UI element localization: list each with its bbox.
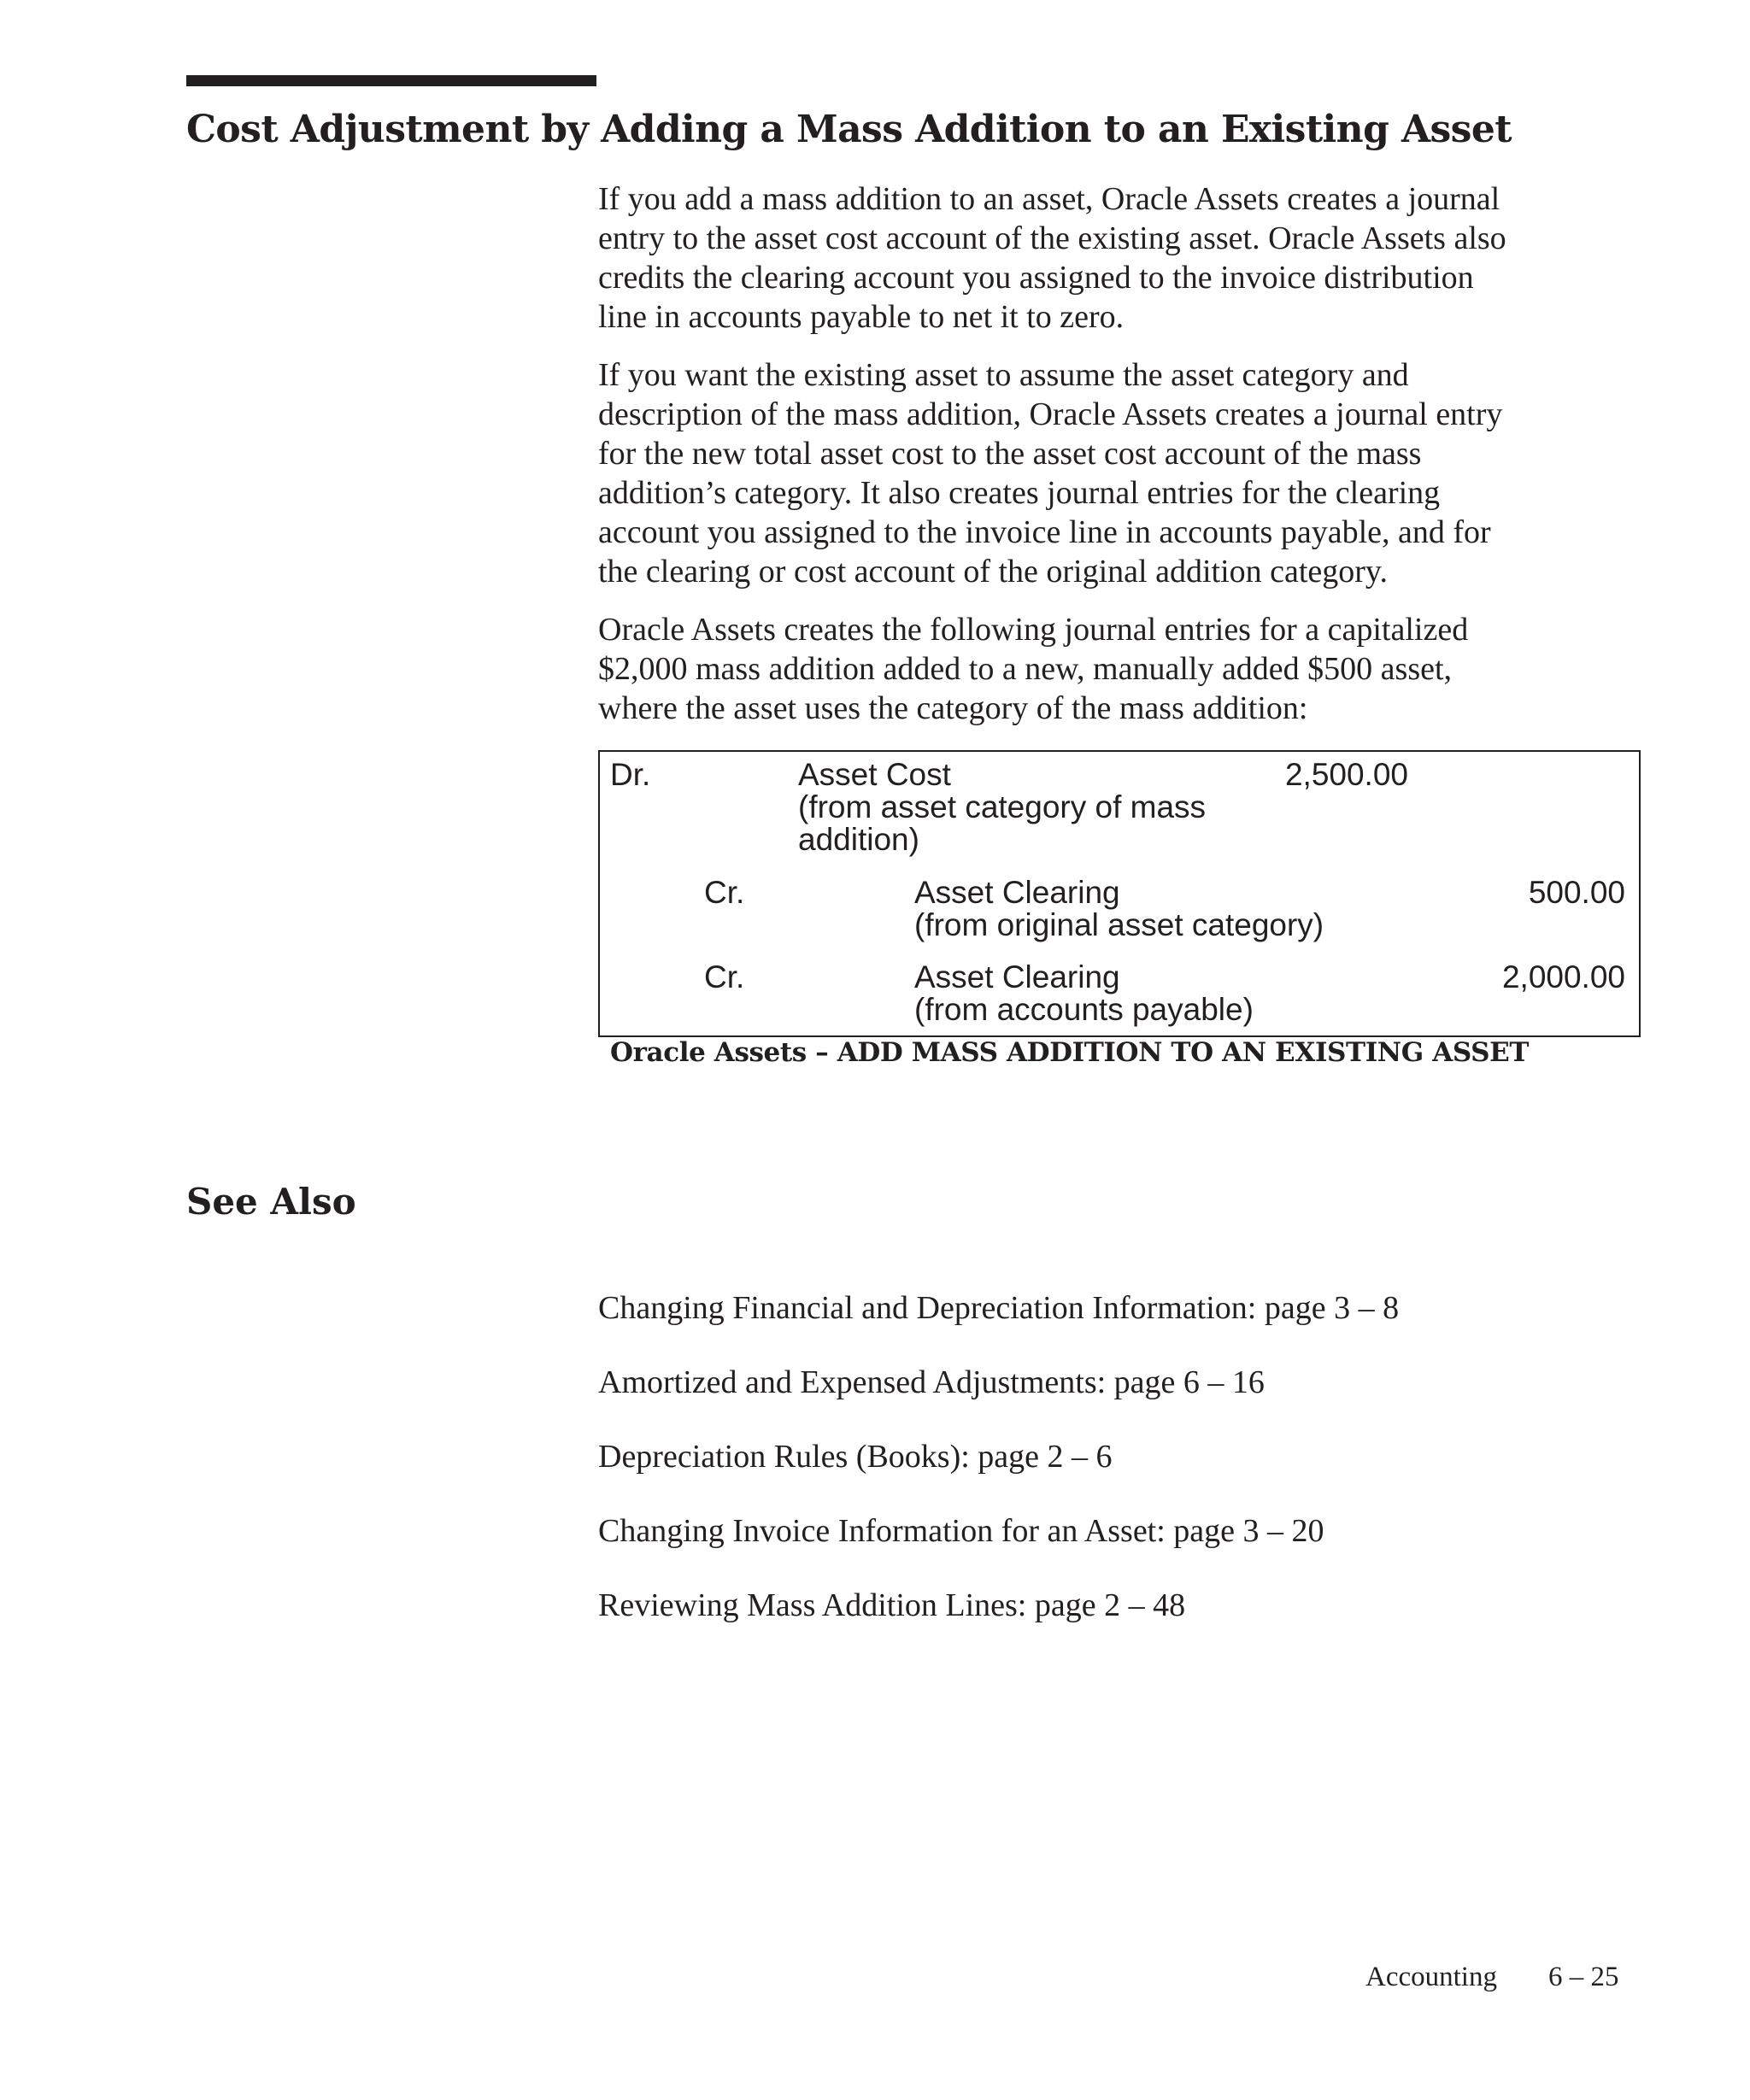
entry-type: Cr.	[704, 959, 745, 994]
see-also-list	[598, 1288, 1399, 1660]
see-also-item: Amortized and Expensed Adjustments: page 6 – 16	[598, 1364, 1265, 1400]
see-also-heading: See Also	[186, 1181, 356, 1223]
entry-credit: 500.00	[1528, 875, 1625, 910]
entry-account: Asset Clearing (from original asset category)	[914, 875, 1324, 942]
journal-entry-table	[598, 750, 1641, 1037]
entry-account: Asset Clearing (from accounts payable)	[914, 959, 1254, 1027]
body-text	[598, 179, 1649, 747]
entry-account: Asset Cost (from asset category of mass addition)	[798, 757, 1207, 857]
entry-credit: 2,000.00	[1501, 959, 1625, 994]
footer-section-title: Accounting	[1365, 1962, 1497, 1992]
see-also-item: Depreciation Rules (Books): page 2 – 6	[598, 1439, 1113, 1475]
table-caption: Oracle Assets – ADD MASS ADDITION TO AN EXISTING ASSET	[610, 1037, 1530, 1068]
see-also-item: Changing Invoice Information for an Asset: page 3 – 20	[598, 1513, 1324, 1549]
entry-debit: 2,500.00	[1284, 757, 1408, 792]
entry-type: Dr.	[610, 757, 651, 792]
paragraph: If you want the existing asset to assume the asset category and description of the mass addition, Oracle Assets creates a journal entry for the new total asset cost to the asset cost account of the mass addition’s category. It also creates journal entries for the clearing account you assigned to the invoice line in accounts payable, and for the clearing or cost account of the original addition category.	[598, 357, 1503, 590]
see-also-item: Changing Financial and Depreciation Information: page 3 – 8	[598, 1290, 1400, 1326]
footer-page-number: 6 – 25	[1548, 1962, 1619, 1992]
entry-type: Cr.	[704, 875, 745, 910]
paragraph: Oracle Assets creates the following journal entries for a capitalized $2,000 mass addition added to a new, manually added $500 asset, where the asset uses the category of the mass addition:	[598, 612, 1469, 726]
heading-rule	[186, 75, 596, 86]
see-also-item: Reviewing Mass Addition Lines: page 2 – 48	[598, 1587, 1186, 1623]
section-heading: Cost Adjustment by Adding a Mass Addition to an Existing Asset	[186, 108, 1512, 151]
paragraph: If you add a mass addition to an asset, Oracle Assets creates a journal entry to the asset cost account of the existing asset. Oracle Assets also credits the clearing account you assigned to the invoice distribution line in accounts payable to net it to zero.	[598, 181, 1506, 335]
